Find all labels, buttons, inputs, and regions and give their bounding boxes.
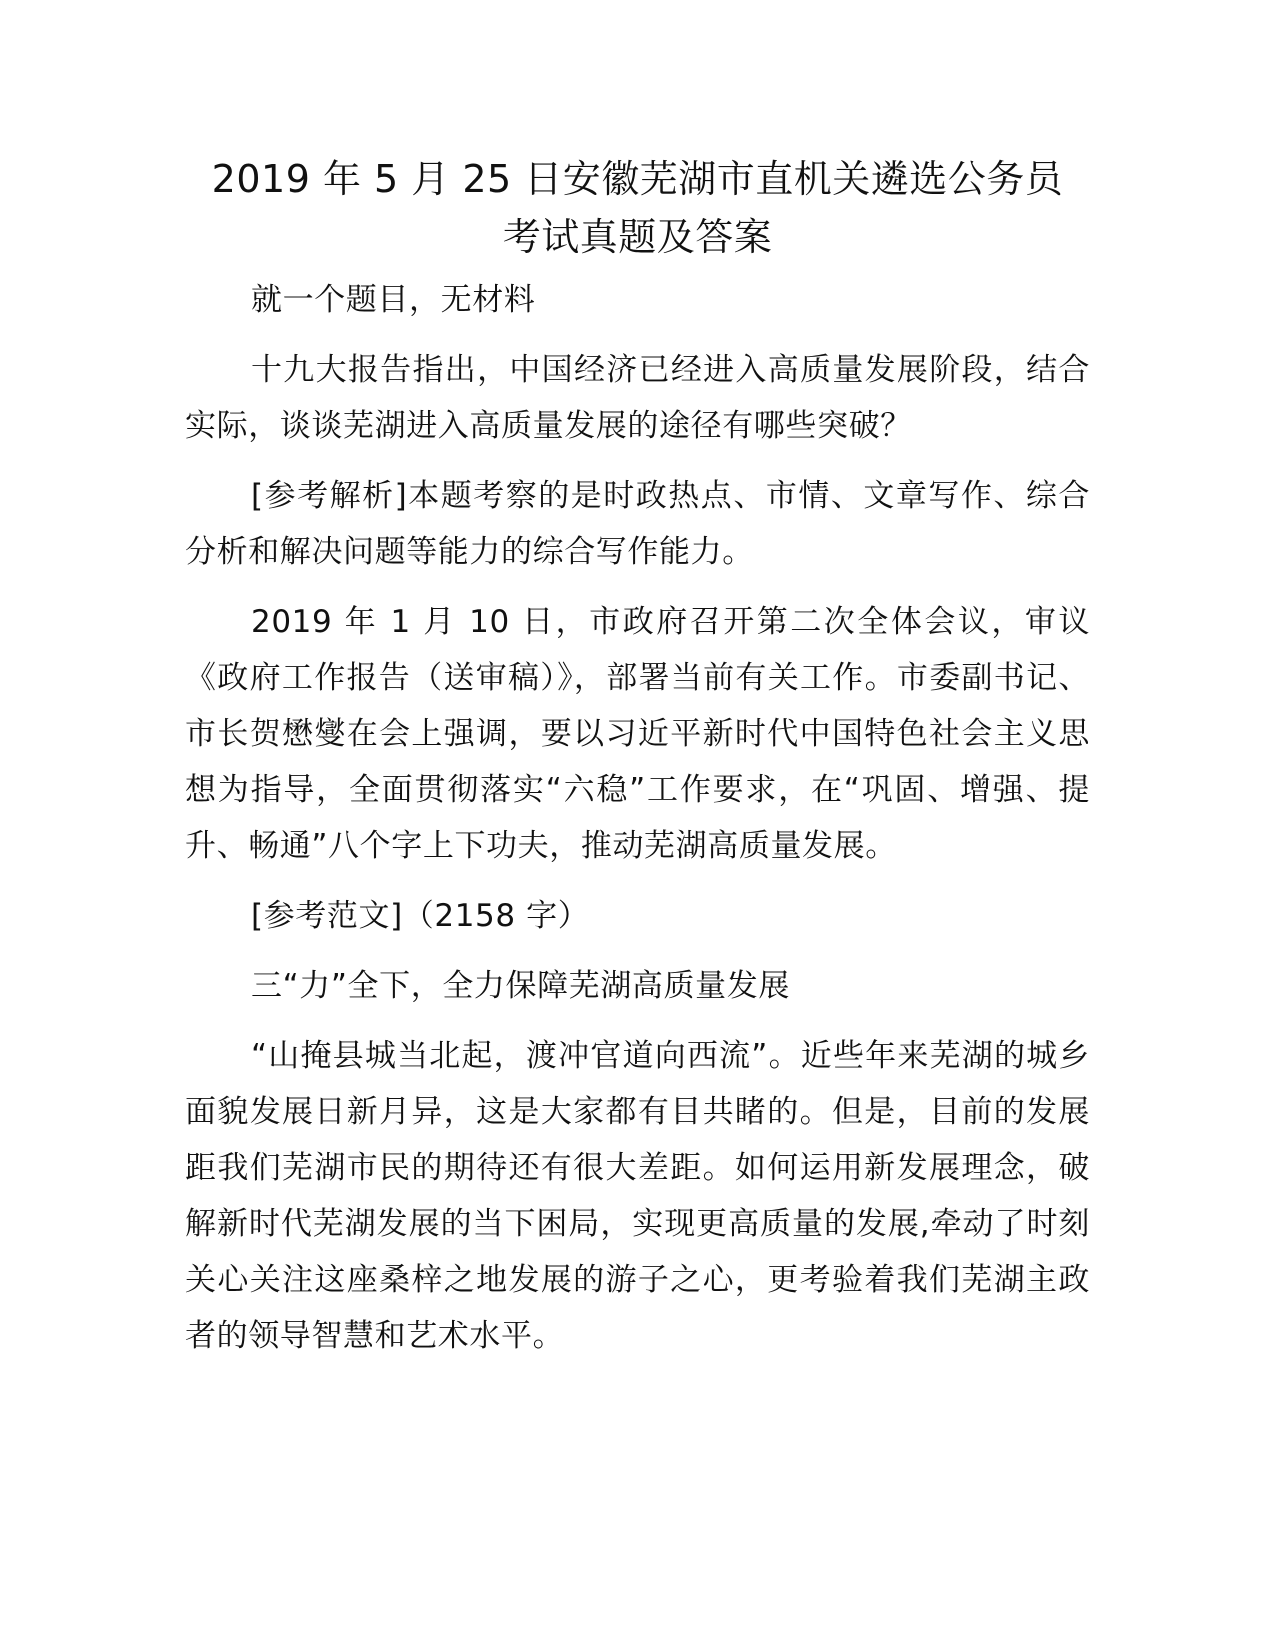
title-line-2: 考试真题及答案: [502, 215, 773, 259]
background-paragraph: 2019 年 1 月 10 日，市政府召开第二次全体会议，审议《政府工作报告（送审稿）》，部署当前有关工作。市委副书记、市长贺懋燮在会上强调，要以习近平新时代中国特色社会主义思想为指导，全面贯彻落实“六稳”工作要求，在“巩固、增强、提升、畅通”八个字上下功夫，推动芜湖高质量发展。: [185, 604, 1090, 864]
intro-paragraph: 就一个题目，无材料: [251, 282, 536, 318]
essay-opening-paragraph: “山掩县城当北起，渡冲官道向西流”。近些年来芜湖的城乡面貌发展日新月异，这是大家都有目共睹的。但是，目前的发展距我们芜湖市民的期待还有很大差距。如何运用新发展理念，破解新时代芜湖发展的当下困局，实现更高质量的发展,牵动了时刻关心关注这座桑梓之地发展的游子之心，更考验着我们芜湖主政者的领导智慧和艺术水平。: [185, 1038, 1090, 1354]
title-line-1: 2019 年 5 月 25 日安徽芜湖市直机关遴选公务员: [211, 157, 1064, 201]
essay-title: 三“力”全下，全力保障芜湖高质量发展: [251, 968, 790, 1004]
document-content: [185, 150, 1090, 1378]
question-paragraph: 十九大报告指出，中国经济已经进入高质量发展阶段，结合实际，谈谈芜湖进入高质量发展的途径有哪些突破？: [185, 352, 1090, 444]
analysis-paragraph: [参考解析]本题考察的是时政热点、市情、文章写作、综合分析和解决问题等能力的综合写作能力。: [185, 478, 1090, 570]
sample-essay-heading: [参考范文]（2158 字）: [251, 898, 590, 934]
document-title: [185, 150, 1090, 266]
